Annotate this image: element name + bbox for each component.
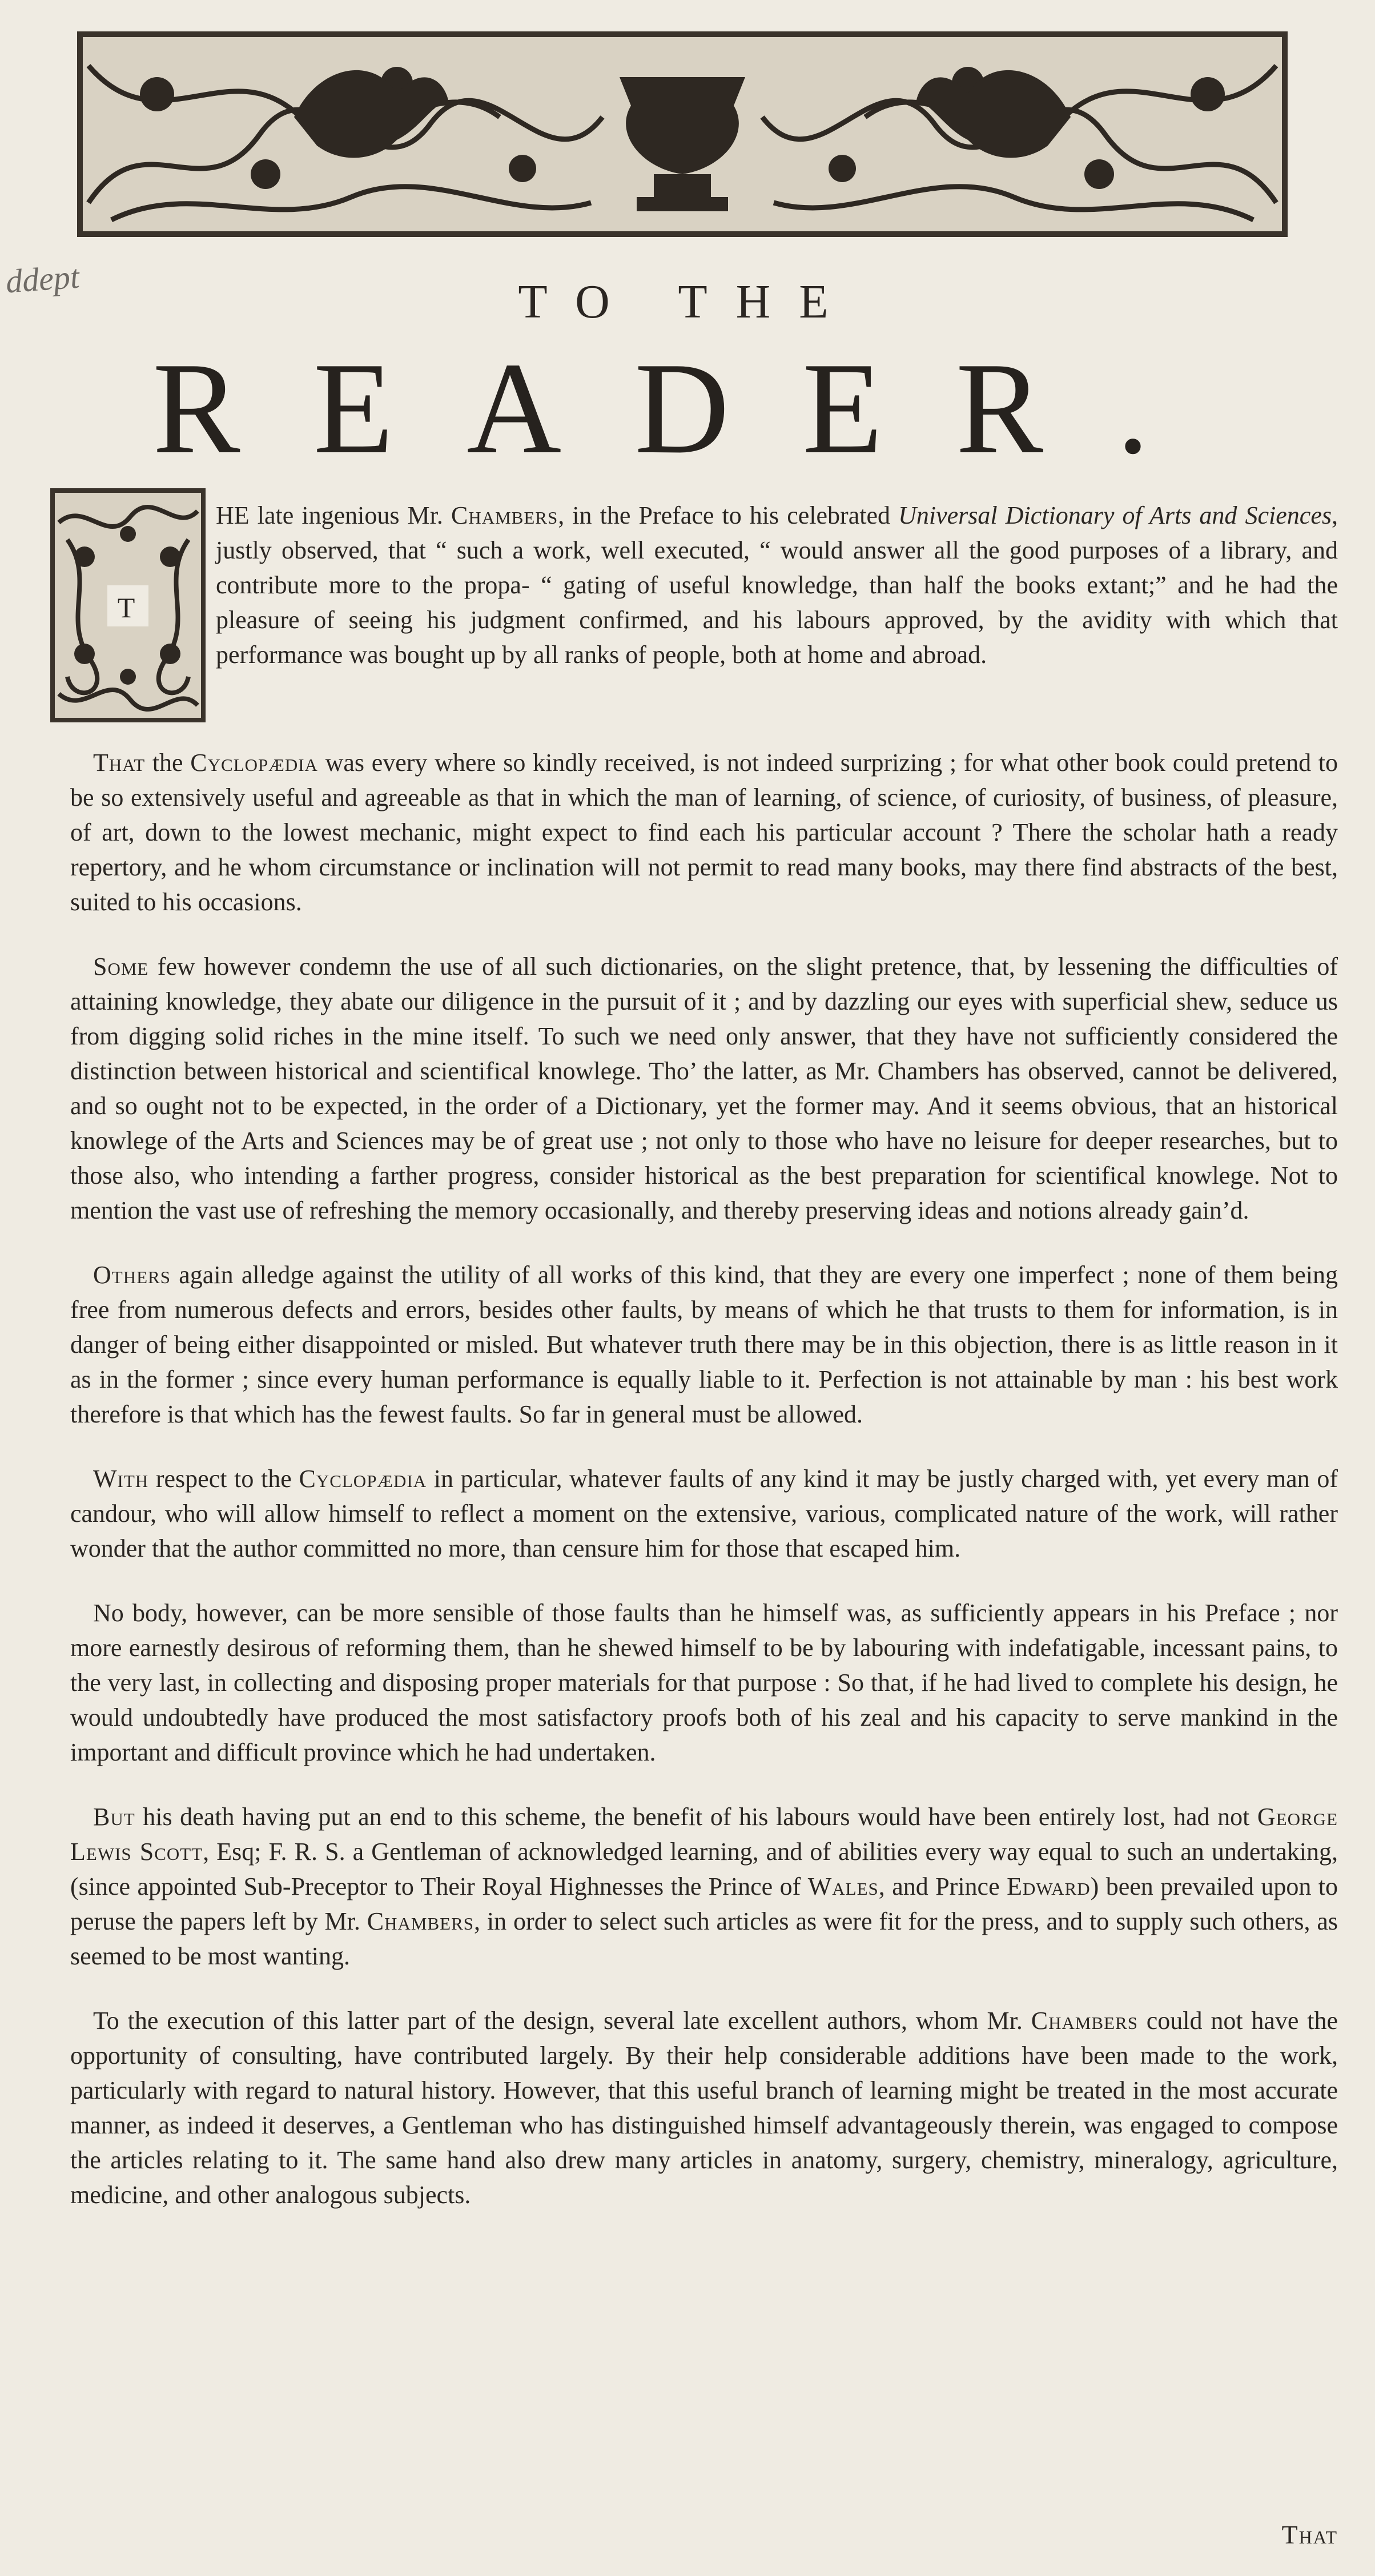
paragraph-3: Some few however condemn the use of all such dictionaries, on the slight pretence, that, by lessening the difficulties of attaining knowledge, they abate our diligence in the pursuit of it ; and by dazzling our eyes with superficial shew, seduce us from digging solid riches in the mine itself. To such we need only answer, that they have not sufficiently considered the distinction between historical and scientifical knowlege. Tho’ the latter, as Mr. Chambers has observed, cannot be delivered, and so ought not to be expected, in the order of a Dictionary, yet the former may. And it seems obvious, that an historical knowlege of the Arts and Sciences may be of great use ; not only to those who have no leisure for deeper researches, but to those also, who intending a farther progress, consider historical as the best preparation for scientifical knowlege. Not to mention the vast use of refreshing the memory occasionally, and thereby preserving ideas and notions already gain’d. bbox=[70, 953, 1338, 1224]
catchword: That bbox=[1281, 2520, 1338, 2549]
paragraph-6: No body, however, can be more sensible of those faults than he himself was, as sufficiently appears in his Preface ; nor more earnestly desirous of reforming them, than he shewed himself to be by labouring with indefatigable, incessant pains, to the very last, in collecting and disposing proper materials for that purpose : So that, if he had lived to complete his design, he would undoubtedly have produced the most satisfactory proofs both of his zeal and his capacity to serve mankind in the important and difficult province which he had undertaken. bbox=[70, 1599, 1338, 1766]
paragraph-8: To the execution of this latter part of the design, several late excellent authors, whom Mr. Chambers could not have the opportunity of consulting, have contributed largely. By their help considerable additions have been made to the work, particularly with regard to natural history. However, that this useful branch of learning might be treated in the most accurate manner, as indeed it deserves, a Gentleman who has distinguished himself advantageously therein, was engaged to compose the articles relating to it. The same hand also drew many articles in anatomy, surgery, chemistry, mineralogy, agriculture, medicine, and other analogous subjects. bbox=[70, 2007, 1338, 2209]
paragraph-2: That the Cyclopædia was every where so kindly received, is not indeed surprizing ; for what other book could pretend to be so extensively useful and agreeable as that in which the man of learning, of science, of curiosity, of business, of pleasure, of art, down to the lowest mechanic, might expect to find each his particular account ? There the scholar hath a ready repertory, and he whom circumstance or inclination will not permit to read many books, may there find abstracts of the best, suited to his occasions. bbox=[70, 749, 1338, 916]
initial-letter: T bbox=[112, 592, 140, 624]
margin-annotation: ddept bbox=[4, 258, 81, 300]
body-text bbox=[70, 745, 1338, 2242]
paragraph-1: HE late ingenious Mr. Chambers, in the Preface to his celebrated Universal Dictionary of Arts and Sciences, justly observed, that “ such a work, well executed, “ would answer all the good purposes of a library, and contribute more to the propa- “ gating of useful knowledge, than half the books extant;” and he had the pleasure of seeing his judgment confirmed, and his labours approved, by the avidity with which that performance was bought up by all ranks of people, both at home and abroad. bbox=[216, 501, 1338, 669]
paragraph-5: With respect to the Cyclopædia in particular, whatever faults of any kind it may be justly charged with, yet every man of candour, who will allow himself to reflect a moment on the extensive, various, complicated nature of the work, will rather wonder that the author committed no more, than censure him for those that escaped him. bbox=[70, 1465, 1338, 1562]
paragraph-7: But his death having put an end to this scheme, the benefit of his labours would have been entirely lost, had not George Lewis Scott, Esq; F. R. S. a Gentleman of acknowledged learning, and of abilities every way equal to such an undertaking, (since appointed Sub-Preceptor to Their Royal Highnesses the Prince of Wales, and Prince Edward) been prevailed upon to peruse the papers left by Mr. Chambers, in order to select such articles as were fit for the press, and to supply such others, as seemed to be most wanting. bbox=[70, 1803, 1338, 1970]
ornamental-headpiece bbox=[77, 31, 1288, 237]
heading-to-the: TO THE bbox=[518, 275, 857, 328]
heading-reader: READER. bbox=[152, 335, 1223, 481]
paragraph-4: Others again alledge against the utility of all works of this kind, that they are every one imperfect ; none of them being free from numerous defects and errors, besides other faults, by means of which he that trusts to them for information, is in danger of being either disappointed or misled. But whatever truth there may be in this objection, there is as little reason in it as in the former ; since every human performance is equally liable to it. Perfection is not attainable by man : his best work therefore is that which has the fewest faults. So far in general must be allowed. bbox=[70, 1261, 1338, 1428]
